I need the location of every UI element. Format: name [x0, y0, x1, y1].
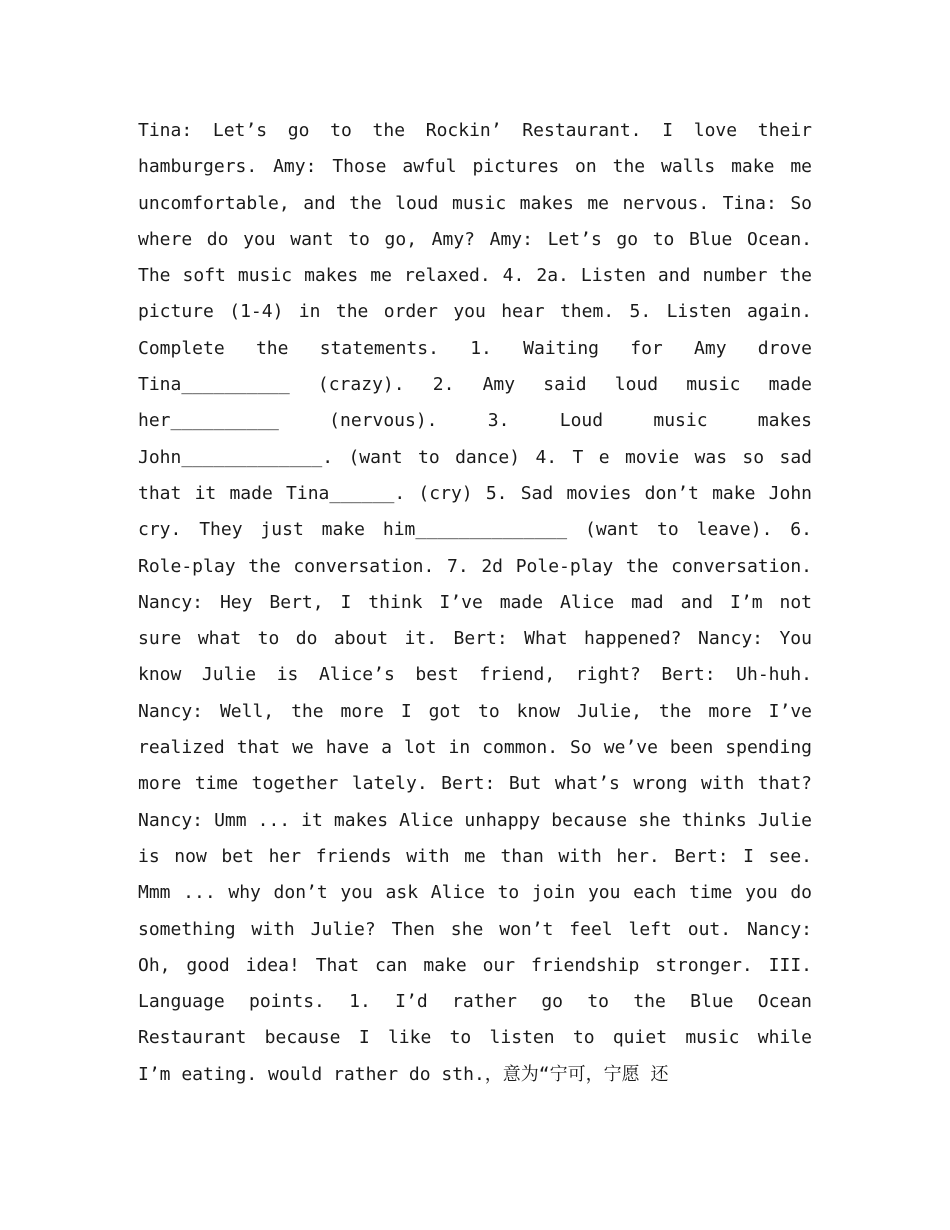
text-line: something with Julie? Then she won’t feel left out. Nancy:: [138, 918, 812, 940]
text-line: Language points. 1. I’d rather go to the Blue Ocean: [138, 991, 812, 1013]
text-line: picture (1-4) in the order you hear them. 5. Listen again.: [138, 301, 812, 323]
text-line: Tina__________ (crazy). 2. Amy said loud music made: [138, 374, 812, 396]
text-line: John_____________. (want to dance) 4. T e movie was so sad: [138, 446, 812, 468]
text-line: The soft music makes me relaxed. 4. 2a. Listen and number the: [138, 265, 812, 287]
body-text: [138, 113, 812, 1093]
text-line: Role-play the conversation. 7. 2d Pole-play the conversation.: [138, 555, 812, 577]
text-line: Nancy: Umm ... it makes Alice unhappy because she thinks Julie: [138, 809, 812, 831]
text-line: Restaurant because I like to listen to quiet music while: [138, 1027, 812, 1049]
text-line: Oh, good idea! That can make our friendship stronger. III.: [138, 954, 812, 976]
text-line: hamburgers. Amy: Those awful pictures on the walls make me: [138, 156, 812, 178]
text-line: uncomfortable, and the loud music makes me nervous. Tina: So: [138, 192, 812, 214]
text-line: is now bet her friends with me than with her. Bert: I see.: [138, 845, 812, 867]
text-line: sure what to do about it. Bert: What happened? Nancy: You: [138, 628, 812, 650]
text-line: that it made Tina______. (cry) 5. Sad movies don’t make John: [138, 482, 812, 504]
text-line: more time together lately. Bert: But what’s wrong with that?: [138, 773, 812, 795]
text-line: realized that we have a lot in common. So we’ve been spending: [138, 737, 812, 759]
text-line: know Julie is Alice’s best friend, right? Bert: Uh-huh.: [138, 664, 812, 686]
text-line: Mmm ... why don’t you ask Alice to join you each time you do: [138, 882, 812, 904]
text-line: Complete the statements. 1. Waiting for Amy drove: [138, 337, 812, 359]
text-line: cry. They just make him______________ (want to leave). 6.: [138, 519, 812, 541]
text-line: Nancy: Well, the more I got to know Julie, the more I’ve: [138, 700, 812, 722]
text-line: her__________ (nervous). 3. Loud music makes: [138, 410, 812, 432]
text-line: I’m eating. would rather do sth.，意为“宁可，宁愿 还: [138, 1063, 669, 1085]
text-line: Nancy: Hey Bert, I think I’ve made Alice mad and I’m not: [138, 591, 812, 613]
text-line: Tina: Let’s go to the Rockin’ Restaurant. I love their: [138, 120, 812, 141]
text-line: where do you want to go, Amy? Amy: Let’s go to Blue Ocean.: [138, 228, 812, 250]
